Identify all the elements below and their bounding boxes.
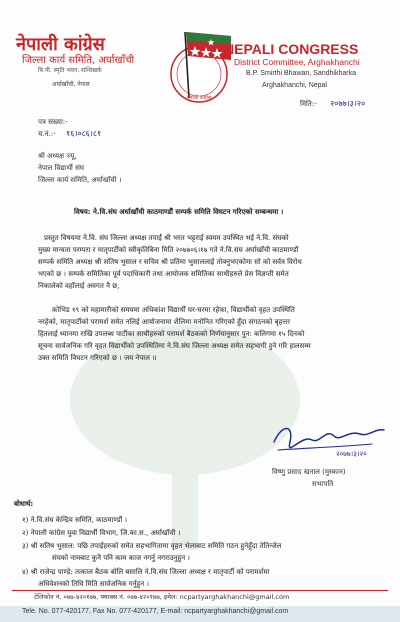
- signatory-name: विष्णु प्रसाद खनाल (मुस्कान): [272, 468, 346, 476]
- recipient-line-2: नेपाल विद्यार्थी संघ: [38, 164, 84, 172]
- party-name-nepali: नेपाली कांग्रेस: [16, 34, 105, 55]
- signature-date: २०७७।३।२०: [336, 450, 367, 458]
- party-logo-icon: [165, 26, 237, 106]
- cc-item: ३) श्री सतिष भुसाल: पछि तपाईंहरुको समेत सहभागितामा वृहत भेलाबाट समिति गठन हुनेहुँदा तेतिन्जेल: [22, 542, 282, 550]
- committee-name-nepali: जिल्ला कार्य समिति, अर्घाखाँची: [22, 55, 135, 66]
- paragraph-2-line: नरहेको, मातृपार्टीको परामर्श समेत नलिई आयोजनामा शैलिमा मनोनित गरिएको हुँदा संगठनको बृहत्तर: [38, 318, 291, 326]
- cc-item-continuation: संघको नामबाट कुनै पनि काम काज नगर्नु नगराउनुहुन ।: [52, 554, 190, 562]
- paragraph-2-line: हितलाई ध्यानमा राखि उपलब्ध पार्टीका साथीहरुको परामर्श बैठकको निर्णयानुसार पुन: कलिगमा १५ दिनको: [38, 330, 305, 338]
- address-nepali: बि.पी. स्मृति भवन, सन्धिखर्क: [38, 67, 102, 74]
- district-nepali: अर्घाखाँची, नेपाल: [52, 81, 90, 88]
- dispatch-label: च.नं.:-: [38, 130, 56, 138]
- ref-no-label: पत्र संख्या:-: [38, 118, 68, 126]
- party-name-english: NEPALI CONGRESS: [224, 41, 359, 57]
- footer-contact-nepali: टेलिफोन नं. ०७७-४२०१७७, फ्याक्स नं. ०७७-४२०१७७, इमेल: ncpartyarghakhanchi@gmail.com: [34, 593, 290, 601]
- paragraph-2-line: उक्त समिति विघटन गरिएको छ । जय नेपाल ॥: [38, 354, 157, 362]
- committee-name-english: District Committee, Arghakhanchi: [234, 57, 360, 67]
- paragraph-1-line: निकालेको वहाँलाई अवगत नै छ,: [38, 282, 120, 290]
- cc-item: १) ने.वि.संघ केन्द्रिय समिति, काठमाण्डौं ।: [22, 516, 128, 524]
- paragraph-1-line: प्रस्तुत विषयमा ने.वि. संघ जिल्ला अध्यक्ष तपाईं श्री भरत भट्टराई स्वयम उपस्थित भई ने.वि. संघको: [44, 234, 289, 242]
- footer-divider: [12, 590, 388, 591]
- footer-contact-english: Tele. No. 077-420177, Fax No. 077-420177, E-mail: ncpartyarghakhanchi@gmail.com: [22, 608, 289, 615]
- subject-line: विषय: ने.वि.संघ अर्घाखाँची काठमाण्डौं सम्पर्क समिति विघटन गरिएको सम्बन्धमा ।: [74, 208, 284, 216]
- paragraph-1-line: मुख्य मान्यता परम्परा र मातृपार्टीको स्वीकृतिबिना मिति २०७७०६।१७ गते ने.वि.संघ अर्घाखाँची काठमाण्डौं: [38, 246, 299, 254]
- paragraph-2-line: सूचना सार्वजनिक गरि वृहत विद्यार्थीको उपस्थितिमा ने.वि.संघ जिल्ला अध्यक्ष समेत सहभागी हुने गरि हालसम्म: [38, 342, 311, 350]
- paragraph-1-line: सम्पर्क समिति अध्यक्ष श्री सतिष भुसाल र सचिव श्री प्रतिमा भुसाललाई तोक्नुभएकोमा सो को सर्वत्र विरोध: [38, 258, 302, 266]
- date-value: २०७७।३।२०: [330, 99, 366, 108]
- district-english: Arghakhanchi, Nepal: [262, 82, 327, 89]
- address-english: B.P. Smirthi Bhawan, Sandhikharka: [246, 70, 356, 77]
- cc-item-continuation: अधिवेशनको तिथि मिति सार्वजनिक गर्नुहुन ।: [38, 580, 149, 588]
- recipient-line-1: श्री अध्यक्ष ज्यू,: [38, 152, 77, 160]
- signatory-title: सभापति: [312, 480, 334, 488]
- paragraph-2-line: कोभिड १९ को महामारीको समयमा अधिकांश विद्यार्थी घर-घरमा रहेका, विद्यार्थीको वृहत उपस्थिति: [52, 306, 295, 314]
- cc-heading: बोधार्थ:: [14, 500, 34, 508]
- paragraph-1-line: भएको छ । सम्पर्क समितिका पूर्व पदाधिकारी तथा आयोजक समितिका साथीहरुले प्रेस विज्ञप्ती समेत: [38, 270, 289, 278]
- recipient-line-3: जिल्ला कार्य समिति, अर्घाखाँची ।: [38, 176, 122, 184]
- logo-caption: नेपाली कांग्रेस: [186, 95, 212, 101]
- date-label: मिति:-: [300, 100, 317, 108]
- cc-item: ४) श्री राजेन्द्र पाण्डे: तत्काल बैठक बोलि बसालि ने.वि.संघ जिल्ला अध्यक्ष र मातृपार्टी को परामर्शमा: [22, 568, 270, 576]
- cc-item: २) नेपाली कांग्रेस युवा विद्यार्थी विभाग, जि.का.स., अर्घाखाँची ।: [22, 529, 181, 537]
- dispatch-value: १६।०८६।८१: [66, 129, 102, 138]
